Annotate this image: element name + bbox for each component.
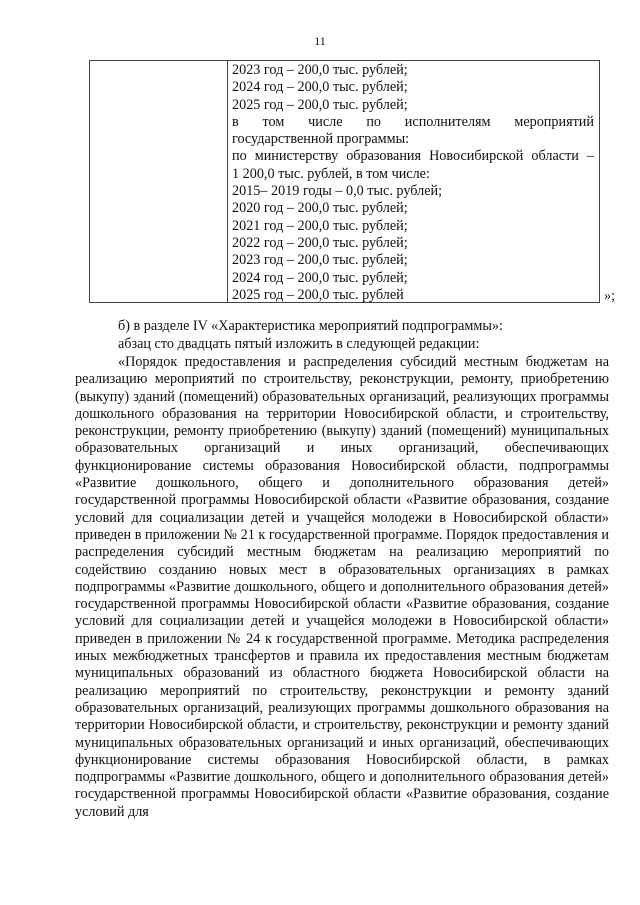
table-line: 2022 год – 200,0 тыс. рублей; [232, 234, 408, 251]
table-line: 2025 год – 200,0 тыс. рублей [232, 286, 404, 303]
table-line: 2024 год – 200,0 тыс. рублей; [232, 269, 408, 286]
table-line: 2024 год – 200,0 тыс. рублей; [232, 79, 408, 96]
funding-table-cell [232, 62, 594, 304]
table-line: 1 200,0 тыс. рублей, в том числе: [232, 165, 430, 182]
closing-quote: »; [604, 288, 616, 304]
table-line: по министерству образования Новосибирской области – [232, 148, 594, 165]
table-line: государственной программы: [232, 131, 410, 148]
table-line: 2025 год – 200,0 тыс. рублей; [232, 96, 408, 113]
table-column-divider [227, 61, 228, 302]
table-line: 2023 год – 200,0 тыс. рублей; [232, 252, 408, 269]
page-number: 11 [314, 34, 326, 48]
table-line: 2015– 2019 годы – 0,0 тыс. рублей; [232, 183, 443, 200]
table-line: 2021 год – 200,0 тыс. рублей; [232, 217, 408, 234]
paragraph-instruction: абзац сто двадцать пятый изложить в следующей редакции: [118, 336, 480, 352]
funding-table [89, 60, 600, 303]
table-line: 2020 год – 200,0 тыс. рублей; [232, 200, 408, 217]
paragraph-main-text: «Порядок предоставления и распределения субсидий местным бюджетам на реализацию мероприятий по строительству, реконструкции, ремонту, приобретению (выкупу) зданий (помещений) образовательных организаций, реализующих программы дошкольного образования на территории Новосибирской области, и строительству, реконструкции, ремонту приобретению (выкупу) зданий (помещений) муниципальных образовательных организаций и иных организаций, обеспечивающих функционирование системы образования Новосибирской области, подпрограммы «Развитие дошкольного, общего и дополнительного образования детей» государственной программы Новосибирской области «Развитие образования, создание условий для социализации детей и учащейся молодежи в Новосибирской области» приведен в приложении № 21 к государственной программе. Порядок предоставления и распределения субсидий местным бюджетам на реализацию мероприятий по содействию созданию новых мест в образовательных организациях в рамках подпрограммы «Развитие дошкольного, общего и дополнительного образования детей» государственной программы Новосибирской области «Развитие образования, создание условий для социализации детей и учащейся молодежи в Новосибирской области» приведен в приложении № 24 к государственной программе. Методика распределения иных межбюджетных трансфертов и правила их предоставления местным бюджетам муниципальных образований из областного бюджета Новосибирской области на реализацию мероприятий по строительству, реконструкции и ремонту зданий образовательных организаций, реализующих программы дошкольного образования на территории Новосибирской области, и строительству, реконструкции и ремонту зданий муниципальных образовательных организаций и иных организаций, обеспечивающих функционирование системы образования Новосибирской области, в рамках подпрограммы «Развитие дошкольного, общего и дополнительного образования детей» государственной программы Новосибирской области «Развитие образования, создание условий для [75, 354, 609, 820]
table-line: в том числе по исполнителям мероприятий [232, 113, 594, 130]
paragraph-section-heading: б) в разделе IV «Характеристика мероприятий подпрограммы»: [118, 318, 503, 334]
table-line: 2023 год – 200,0 тыс. рублей; [232, 62, 408, 78]
